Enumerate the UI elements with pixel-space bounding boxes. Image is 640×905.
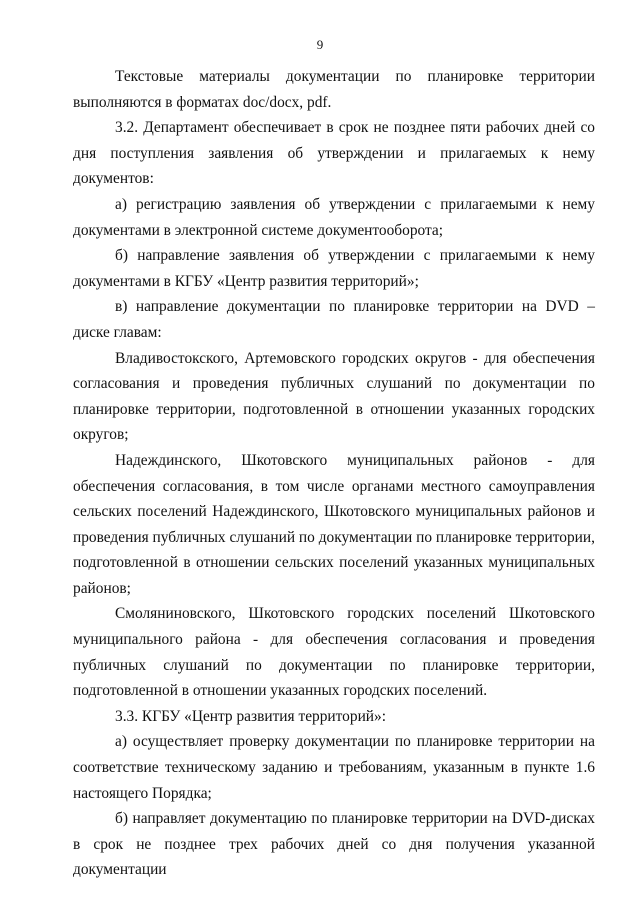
- page-number: 9: [316, 37, 324, 52]
- paragraph-3-2-b: б) направление заявления об утверждении с прилагаемыми к нему документами в КГБУ «Центр развития территорий»;: [73, 247, 595, 290]
- paragraph-3-3-a: а) осуществляет проверку документации по планировке территории на соответствие техническому заданию и требованиям, указанным в пункте 1.6 настоящего Порядка;: [73, 733, 595, 802]
- paragraph-urban-districts: Владивостокского, Артемовского городских округов - для обеспечения согласования и проведения публичных слушаний по документации по планировке территории, подготовленной в отношении указанных городских округов;: [73, 349, 595, 444]
- paragraph-3-2: 3.2. Департамент обеспечивает в срок не позднее пяти рабочих дней со дня поступления заявления об утверждении и прилагаемых к нему документов:: [73, 119, 595, 188]
- document-body: [73, 64, 595, 883]
- paragraph-3-3: 3.3. КГБУ «Центр развития территорий»:: [115, 707, 387, 725]
- paragraph-text-materials-formats: Текстовые материалы документации по планировке территории выполняются в форматах doc/docx, pdf.: [73, 68, 595, 111]
- paragraph-3-2-a: а) регистрацию заявления об утверждении с прилагаемыми к нему документами в электронной системе документооборота;: [73, 195, 595, 239]
- paragraph-3-3-b: б) направляет документацию по планировке территории на DVD-дисках в срок не позднее трех рабочих дней со дня получения указанной документации: [73, 810, 595, 879]
- paragraph-municipal-districts: Надеждинского, Шкотовского муниципальных районов - для обеспечения согласования, в том числе органами местного самоуправления сельских поселений Надеждинского, Шкотовского муниципальных районов и проведения публичных слушаний по документации по планировке территории, подготовленной в отношении сельских поселений указанных муниципальных районов;: [73, 451, 595, 597]
- paragraph-3-2-c: в) направление документации по планировке территории на DVD – диске главам:: [73, 298, 595, 341]
- paragraph-urban-settlements: Смоляниновского, Шкотовского городских поселений Шкотовского муниципального района - для обеспечения согласования и проведения публичных слушаний по документации по планировке территории, подготовленной в отношении указанных городских поселений.: [73, 605, 595, 700]
